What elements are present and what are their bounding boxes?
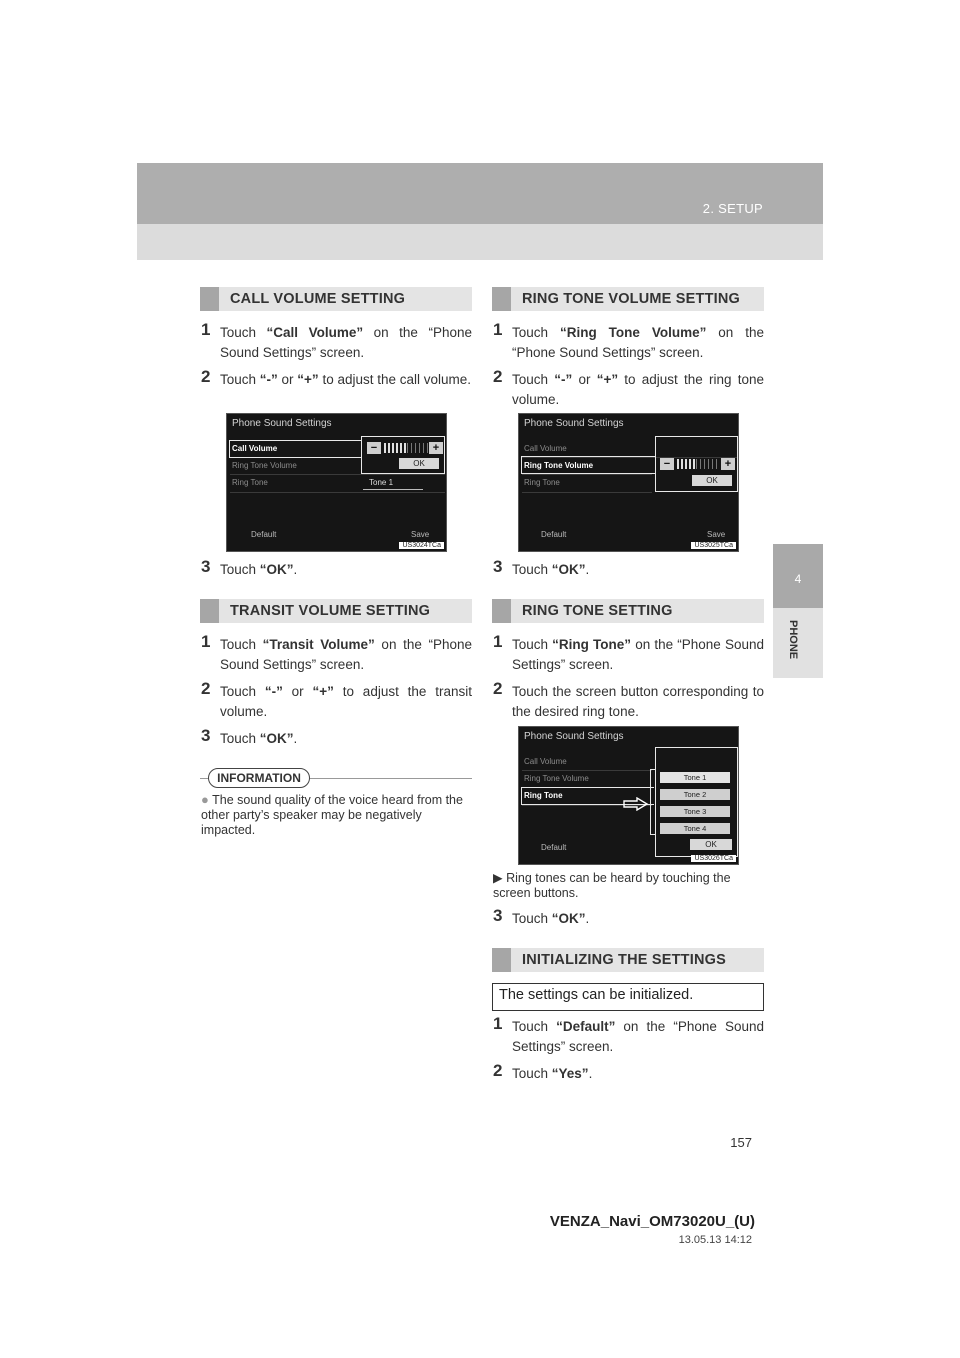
- document-id: VENZA_Navi_OM73020U_(U): [549, 1213, 755, 1230]
- call-volume-screen: Phone Sound Settings Call Volume Ring Tone Volume Ring Tone − + OK Tone 1 Default Save US3024TCa: [226, 413, 447, 552]
- initializing-heading: INITIALIZING THE SETTINGS: [492, 948, 764, 972]
- document-date: 13.05.13 14:12: [678, 1234, 752, 1246]
- initializing-box: The settings can be initialized.: [492, 983, 764, 1011]
- chapter-number: 4: [794, 572, 802, 586]
- triangle-bullet-icon: ▶: [493, 871, 507, 885]
- ring-tone-heading: RING TONE SETTING: [492, 599, 764, 623]
- bullet-icon: ●: [201, 792, 209, 807]
- initializing-step-2: 2 Touch “Yes”.: [493, 1061, 593, 1081]
- transit-volume-step-3: 3 Touch “OK”.: [201, 726, 298, 746]
- call-volume-step-3: 3 Touch “OK”.: [201, 557, 298, 577]
- ring-tone-volume-step-2: 2 Touch “-” or “+” to adjust the ring tone volume.: [493, 367, 764, 407]
- initializing-step-1: 1 Touch “Default” on the “Phone Sound Settings” screen.: [493, 1014, 764, 1054]
- section-title: 2. SETUP: [702, 201, 763, 216]
- ring-tone-volume-heading: RING TONE VOLUME SETTING: [492, 287, 764, 311]
- chapter-label: PHONE: [787, 620, 799, 660]
- header-subband: [137, 224, 823, 260]
- page-number: 157: [730, 1135, 752, 1150]
- ring-tone-volume-step-3: 3 Touch “OK”.: [493, 557, 590, 577]
- ring-tone-step-3: 3 Touch “OK”.: [493, 906, 590, 926]
- ring-tone-volume-step-1: 1 Touch “Ring Tone Volume” on the “Phone Sound Settings” screen.: [493, 320, 764, 360]
- pointer-arrow-icon: [623, 797, 649, 811]
- transit-volume-step-2: 2 Touch “-” or “+” to adjust the transit volume.: [201, 679, 472, 719]
- ring-tone-volume-screen: Phone Sound Settings Call Volume Ring Tone Volume Ring Tone − + OK Default Save US3025TCa: [518, 413, 739, 552]
- information-text: ● The sound quality of the voice heard from the other party’s speaker may be negatively impacted.: [201, 792, 463, 837]
- ring-tone-screen: Phone Sound Settings Call Volume Ring Tone Volume Ring Tone Tone 1 Tone 2 Tone 3 Tone 4 OK Default US3026TCa: [518, 726, 739, 865]
- information-label: INFORMATION: [208, 768, 310, 788]
- call-volume-step-1: 1 Touch “Call Volume” on the “Phone Sound Settings” screen.: [201, 320, 472, 360]
- ring-tone-note: ▶ Ring tones can be heard by touching the screen buttons.: [493, 871, 731, 900]
- call-volume-step-2: 2 Touch “-” or “+” to adjust the call volume.: [201, 367, 472, 387]
- transit-volume-step-1: 1 Touch “Transit Volume” on the “Phone Sound Settings” screen.: [201, 632, 472, 672]
- call-volume-heading: CALL VOLUME SETTING: [200, 287, 472, 311]
- ring-tone-step-1: 1 Touch “Ring Tone” on the “Phone Sound Settings” screen.: [493, 632, 764, 672]
- ring-tone-step-2: 2 Touch the screen button corresponding to the desired ring tone.: [493, 679, 764, 719]
- transit-volume-heading: TRANSIT VOLUME SETTING: [200, 599, 472, 623]
